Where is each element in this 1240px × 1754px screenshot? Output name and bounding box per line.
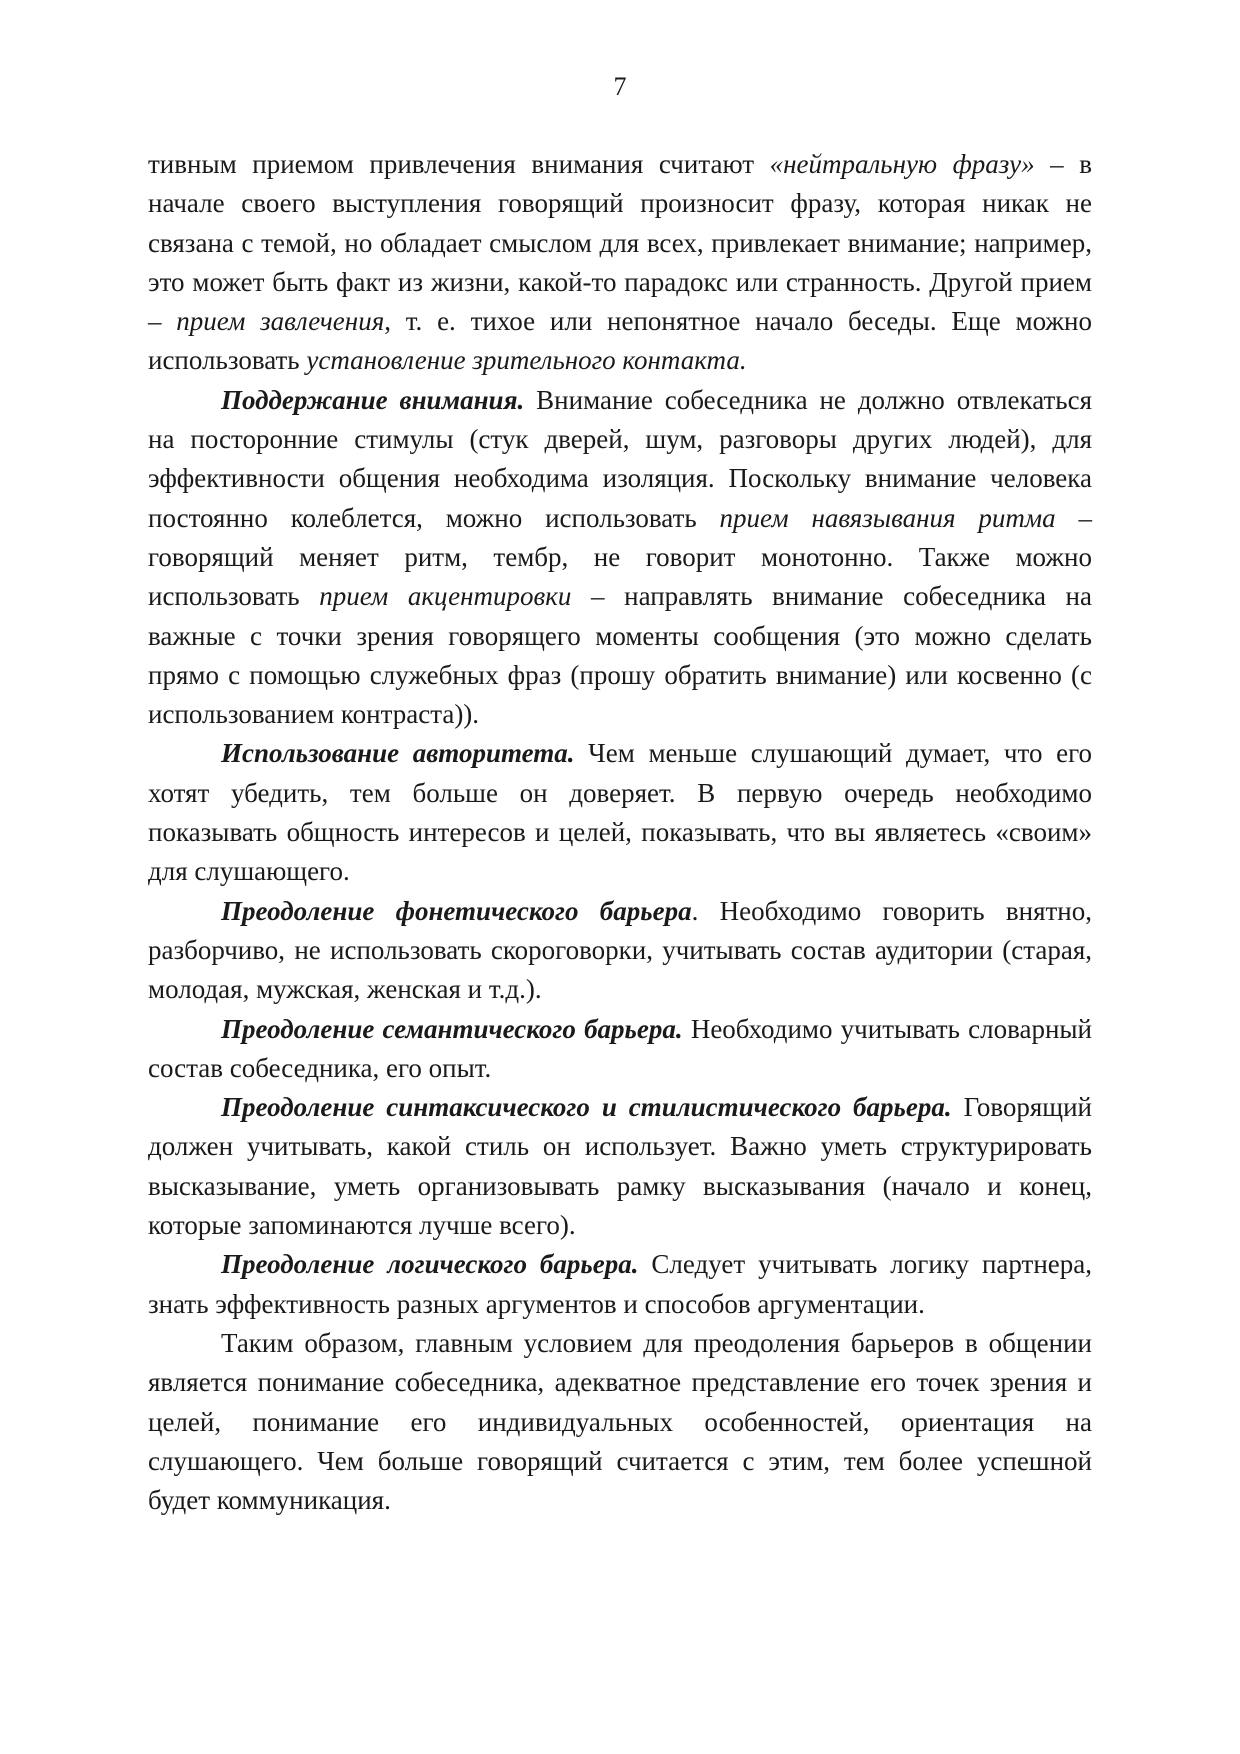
page-body — [148, 145, 1092, 1520]
paragraph-heading: Преодоление семантического барьера. — [221, 1013, 683, 1044]
emphasis-text: прием навязывания ритма — [719, 502, 1056, 533]
paragraph — [148, 381, 1092, 735]
body-text: . Необходимо говорить внятно, разборчиво, не использовать скороговорки, учитывать состав аудитории (старая, молодая, мужская, женская и т.д.). — [148, 895, 1092, 1005]
paragraph — [148, 1088, 1092, 1245]
paragraph — [148, 145, 1092, 381]
paragraph — [148, 1245, 1092, 1324]
paragraph — [148, 734, 1092, 891]
body-text: – в начале своего выступления говорящий произносит фразу, которая никак не связана с темой, но обладает смыслом для всех, привлекает внимание; например, это может быть факт из жизни, какой-то парадокс или странность. Другой прием – — [148, 149, 1093, 337]
emphasis-text: установление зрительного контакта. — [306, 345, 747, 376]
body-text: Необходимо учитывать словарный состав собеседника, его опыт. — [148, 1013, 1092, 1083]
body-text: Таким образом, главным условием для преодоления барьеров в общении является понимание собеседника, адекватное представление его точек зрения и целей, понимание его индивидуальных особенностей, ориентация на слушающего. Чем больше говорящий считается с этим, тем более успешной будет коммуникация. — [148, 1327, 1092, 1516]
paragraph-heading: Использование авторитета. — [221, 738, 575, 769]
paragraph-heading: Поддержание внимания. — [221, 384, 525, 415]
paragraph-heading: Преодоление фонетического барьера — [221, 895, 692, 926]
paragraph — [148, 892, 1092, 1010]
body-text: Чем меньше слушающий думает, что его хотят убедить, тем больше он доверяет. В первую очередь необходимо показывать общность интересов и целей, показывать, что вы являетесь «своим» для слушающего. — [148, 738, 1092, 887]
body-text: Внимание собеседника не должно отвлекаться на посторонние стимулы (стук дверей, шум, разговоры других людей), для эффективности общения необходима изоляция. Поскольку внимание человека постоянно колеблется, можно использовать — [148, 384, 1092, 533]
emphasis-text: «нейтральную фразу» — [769, 149, 1035, 179]
body-text: , т. е. тихое или непонятное начало беседы. Еще можно использовать — [148, 306, 1092, 376]
body-text: Говорящий должен учитывать, какой стиль он использует. Важно уметь структурировать высказывание, уметь организовывать рамку высказывания (начало и конец, которые запоминаются лучше всего). — [148, 1092, 1092, 1241]
paragraph-heading: Преодоление логического барьера. — [221, 1249, 639, 1280]
page-number: 7 — [613, 72, 627, 101]
emphasis-text: прием акцентировки — [319, 581, 572, 612]
body-text: Следует учитывать логику партнера, знать эффективность разных аргументов и способов аргументации. — [148, 1249, 1093, 1319]
body-text: – говорящий меняет ритм, тембр, не говорит монотонно. Также можно использовать — [148, 502, 1092, 612]
body-text: – направлять внимание собеседника на важные с точки зрения говорящего моменты сообщения (это можно сделать прямо с помощью служебных фраз (прошу обратить внимание) или косвенно (с использованием контраста)). — [148, 581, 1092, 730]
paragraph — [148, 1010, 1092, 1089]
paragraph — [148, 1324, 1092, 1520]
emphasis-text: прием завлечения — [176, 306, 385, 337]
paragraph-heading: Преодоление синтаксического и стилистического барьера. — [221, 1092, 952, 1123]
body-text: тивным приемом привлечения внимания считают — [148, 149, 770, 179]
